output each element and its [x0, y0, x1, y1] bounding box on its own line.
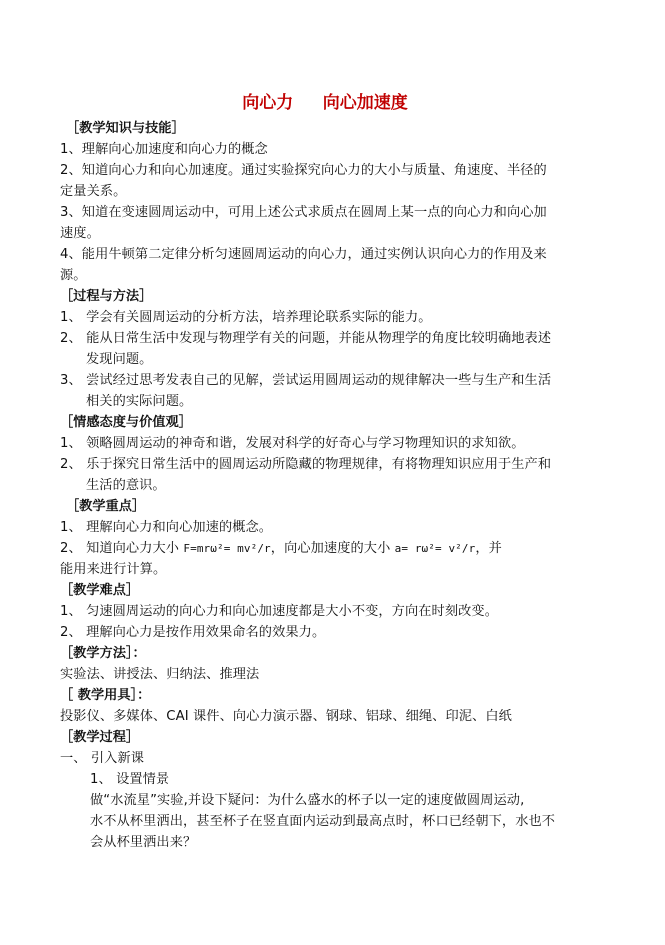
key-line-2-text-c: ，并 [475, 541, 502, 556]
procedure-para-line-3: 会从杯里洒出来？ [90, 835, 197, 850]
key-line-2-text-b: ，向心加速度的大小 [270, 541, 395, 556]
attitude-line-1: 1、 领略圆周运动的神奇和谐，发展对科学的好奇心与学习物理知识的求知欲。 [60, 436, 525, 451]
attitude-line-2: 2、 乐于探究日常生活中的圆周运动所隐藏的物理规律，有将物理知识应用于生产和 [60, 457, 552, 472]
procedure-item-1: 一、 引入新课 [60, 751, 145, 766]
knowledge-line-2: 2、知道向心力和向心加速度。通过实验探究向心力的大小与质量、角速度、半径的 [60, 163, 547, 178]
page-title: 向心力 向心加速度 [242, 93, 408, 113]
knowledge-line-4: 3、知道在变速圆周运动中，可用上述公式求质点在圆周上某一点的向心力和向心加 [60, 205, 547, 220]
difficulty-line-2: 2、 理解向心力是按作用效果命名的效果力。 [60, 625, 326, 640]
procedure-para-line-1: 做“水流星”实验,并设下疑问：为什么盛水的杯子以一定的速度做圆周运动, [90, 793, 525, 808]
key-line-3: 能用来进行计算。 [60, 562, 167, 577]
process-line-5: 相关的实际问题。 [86, 394, 193, 409]
knowledge-line-5: 速度。 [60, 226, 100, 241]
section-heading-tools: ［ 教学用具］： [60, 688, 151, 703]
knowledge-line-6: 4、能用牛顿第二定律分析匀速圆周运动的向心力，通过实例认识向心力的作用及来 [60, 247, 547, 262]
section-heading-attitude: ［情感态度与价值观］ [60, 415, 192, 430]
method-text: 实验法、讲授法、归纳法、推理法 [60, 667, 260, 682]
process-line-2: 2、 能从日常生活中发现与物理学有关的问题，并能从物理学的角度比较明确地表述 [60, 331, 552, 346]
process-line-1: 1、 学会有关圆周运动的分析方法，培养理论联系实际的能力。 [60, 310, 432, 325]
process-line-4: 3、 尝试经过思考发表自己的见解，尝试运用圆周运动的规律解决一些与生产和生活 [60, 373, 552, 388]
section-heading-method: ［教学方法］： [60, 646, 146, 661]
centripetal-force-formula: F=mrω²= mv²/r [183, 542, 271, 555]
procedure-item-1-1: 1、 设置情景 [90, 772, 170, 787]
process-line-3: 发现问题。 [86, 352, 153, 367]
knowledge-line-3: 定量关系。 [60, 184, 127, 199]
key-line-1: 1、 理解向心力和向心加速的概念。 [60, 520, 273, 535]
section-heading-procedure: ［教学过程］ [60, 730, 140, 745]
knowledge-line-7: 源。 [60, 268, 87, 283]
section-heading-difficulty: ［教学难点］ [60, 583, 140, 598]
key-line-2 [60, 538, 590, 559]
procedure-para-line-2: 水不从杯里洒出，甚至杯子在竖直面内运动到最高点时，杯口已经朝下，水也不 [90, 814, 556, 829]
tools-text: 投影仪、多媒体、CAI 课件、向心力演示器、钢球、铝球、细绳、印泥、白纸 [60, 709, 512, 724]
document-page [60, 90, 590, 853]
section-heading-key: ［教学重点］ [66, 499, 146, 514]
centripetal-acceleration-formula: a= rω²= v²/r [394, 542, 476, 555]
key-line-2-text-a: 2、 知道向心力大小 [60, 541, 184, 556]
section-heading-knowledge: ［教学知识与技能］ [66, 121, 185, 136]
knowledge-line-1: 1、理解向心加速度和向心力的概念 [60, 142, 268, 157]
difficulty-line-1: 1、 匀速圆周运动的向心力和向心加速度都是大小不变，方向在时刻改变。 [60, 604, 498, 619]
section-heading-process: ［过程与方法］ [60, 289, 153, 304]
attitude-line-3: 生活的意识。 [86, 478, 166, 493]
